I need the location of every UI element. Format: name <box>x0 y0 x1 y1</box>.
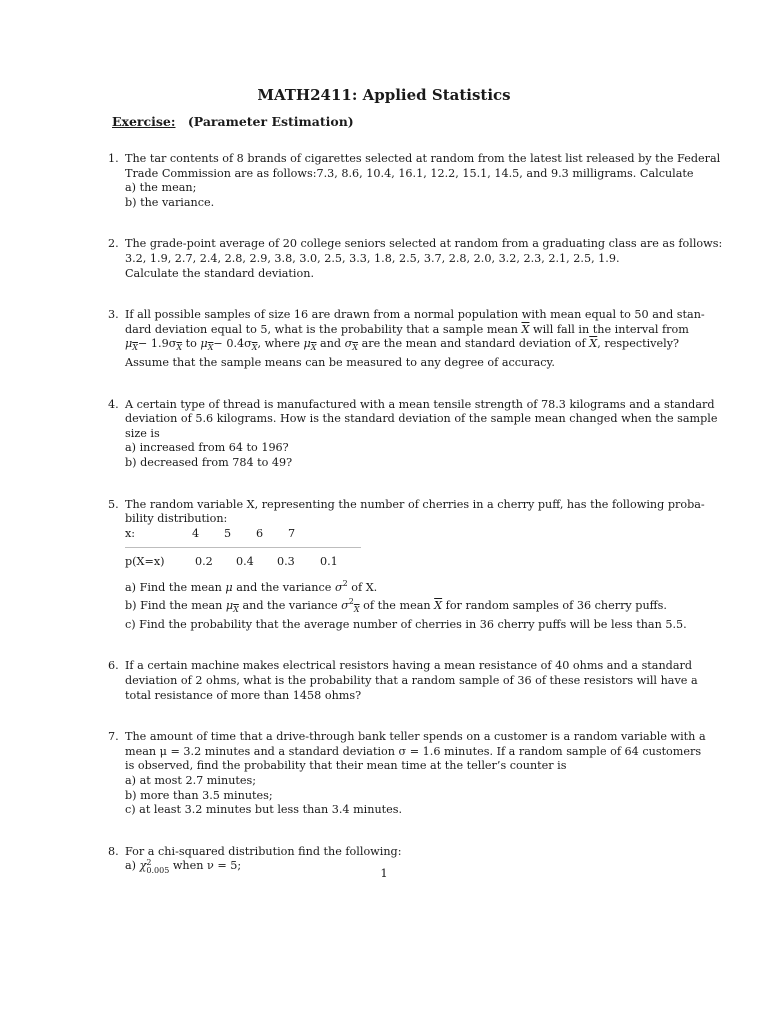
problem-text: A certain type of thread is manufactured with a mean tensile strength of 78.3 kilograms and a standard <box>125 397 715 411</box>
exercise-heading <box>112 114 354 129</box>
problem-data: 3.2, 1.9, 2.7, 2.4, 2.8, 2.9, 3.8, 3.0, 2.5, 3.3, 1.8, 2.5, 3.7, 2.8, 2.0, 3.2, 2.3, 2.1, 2.5, 1.9. <box>125 251 620 265</box>
problem-number: 2. <box>108 237 119 251</box>
table-cell: 0.3 <box>277 554 295 568</box>
problem-text: size is <box>125 426 160 440</box>
xbar-symbol: $\overline{X}$ <box>521 322 530 336</box>
problem-6 <box>108 659 698 703</box>
table-header: x: <box>125 526 136 540</box>
problem-part-b: b) the variance. <box>125 195 215 209</box>
problem-number: 6. <box>108 659 119 673</box>
problem-3 <box>108 308 705 370</box>
problem-list <box>108 152 723 876</box>
problem-text: deviation of 5.6 kilograms. How is the standard deviation of the sample mean changed when the sample <box>125 412 718 426</box>
problem-text: deviation of 2 ohms, what is the probability that a random sample of 36 of these resistors will have a <box>125 674 698 688</box>
problem-text: If a certain machine makes electrical resistors having a mean resistance of 40 ohms and a standard <box>125 659 693 673</box>
problem-text: is observed, find the probability that their mean time at the teller’s counter is <box>125 759 567 773</box>
page-number: 1 <box>380 866 388 880</box>
table-divider <box>125 547 361 548</box>
problem-number: 3. <box>108 308 119 322</box>
problem-text: Assume that the sample means can be measured to any degree of accuracy. <box>125 355 555 369</box>
table-cell: 0.2 <box>195 554 213 568</box>
problem-part-c: c) Find the probability that the average number of cherries in 36 cherry puffs will be less than 5.5. <box>125 617 687 631</box>
problem-part-a: a) χ 2 0.005 when ν = 5; <box>125 858 242 876</box>
problem-text: total resistance of more than 1458 ohms? <box>125 688 362 702</box>
problem-part-b: b) more than 3.5 minutes; <box>125 788 273 802</box>
table-cell: 5 <box>224 526 232 540</box>
exercise-label: Exercise: <box>112 114 176 129</box>
table-cell: 6 <box>256 526 264 540</box>
problem-part-a: a) Find the mean μ and the variance $\sigma^2$ of X. <box>125 578 378 594</box>
table-cell: 4 <box>192 526 200 540</box>
problem-text: Trade Commission are as follows:7.3, 8.6, 10.4, 16.1, 12.2, 15.1, 14.5, and 9.3 milligrams. Calculate <box>125 166 694 180</box>
problem-7 <box>108 730 706 818</box>
problem-text: The amount of time that a drive-through bank teller spends on a customer is a random variable with a <box>125 730 706 744</box>
problem-part-b: b) decreased from 784 to 49? <box>125 455 293 469</box>
problem-part-c: c) at least 3.2 minutes but less than 3.4 minutes. <box>125 803 403 817</box>
problem-text: If all possible samples of size 16 are drawn from a normal population with mean equal to 50 and stan- <box>125 308 705 322</box>
problem-part-a: a) the mean; <box>125 181 197 195</box>
problem-part-b: b) Find the mean $\mu_{\overline{X}}$ and the variance $\sigma^2_{\overline{X}}$ of the mean $\overline{X}$ for random samples of 36 cherry puffs. <box>125 597 667 615</box>
problem-text: The grade-point average of 20 college seniors selected at random from a graduating class are as follows: <box>125 237 723 251</box>
problem-part-a: a) at most 2.7 minutes; <box>125 774 257 788</box>
exercise-topic: (Parameter Estimation) <box>187 114 354 129</box>
problem-number: 8. <box>108 844 119 858</box>
problem-text: The tar contents of 8 brands of cigarettes selected at random from the latest list released by the Federal <box>125 152 721 165</box>
table-cell: 0.1 <box>320 554 338 568</box>
problem-number: 1. <box>108 152 119 165</box>
problem-2 <box>108 237 723 281</box>
problem-text: dard deviation equal to 5, what is the probability that a sample mean $\overline{X}$ will fall in the interval from <box>125 322 689 336</box>
problem-formula-line: $\mu_{\overline{X}}- 1.9\sigma_{\overline{X}}$ to $\mu_{\overline{X}}- 0.4\sigma_{\overline{X}}$, where $\mu_{\overline{X}}$ and $\sigma_{\overline{X}}$ are the mean and standard deviation of $\overline{X}$, respectively? <box>125 337 680 353</box>
problem-text: Calculate the standard deviation. <box>125 266 315 280</box>
problem-text: mean μ = 3.2 minutes and a standard deviation σ = 1.6 minutes. If a random sample of 64 customers <box>125 744 702 758</box>
problem-part-a: a) increased from 64 to 196? <box>125 441 289 455</box>
problem-number: 5. <box>108 497 119 511</box>
problem-text: The random variable X, representing the number of cherries in a cherry puff, has the following proba- <box>125 497 705 511</box>
problem-4 <box>108 397 718 471</box>
problem-1 <box>108 152 721 210</box>
table-header: p(X=x) <box>125 554 165 568</box>
problem-number: 7. <box>108 730 119 744</box>
problem-number: 4. <box>108 397 119 411</box>
table-cell: 0.4 <box>236 554 254 568</box>
problem-text: bility distribution: <box>125 512 228 526</box>
page-title: MATH2411: Applied Statistics <box>257 86 511 104</box>
problem-text: For a chi-squared distribution find the following: <box>125 844 402 858</box>
problem-5 <box>108 497 705 633</box>
table-cell: 7 <box>288 526 296 540</box>
probability-distribution-table <box>125 527 698 571</box>
